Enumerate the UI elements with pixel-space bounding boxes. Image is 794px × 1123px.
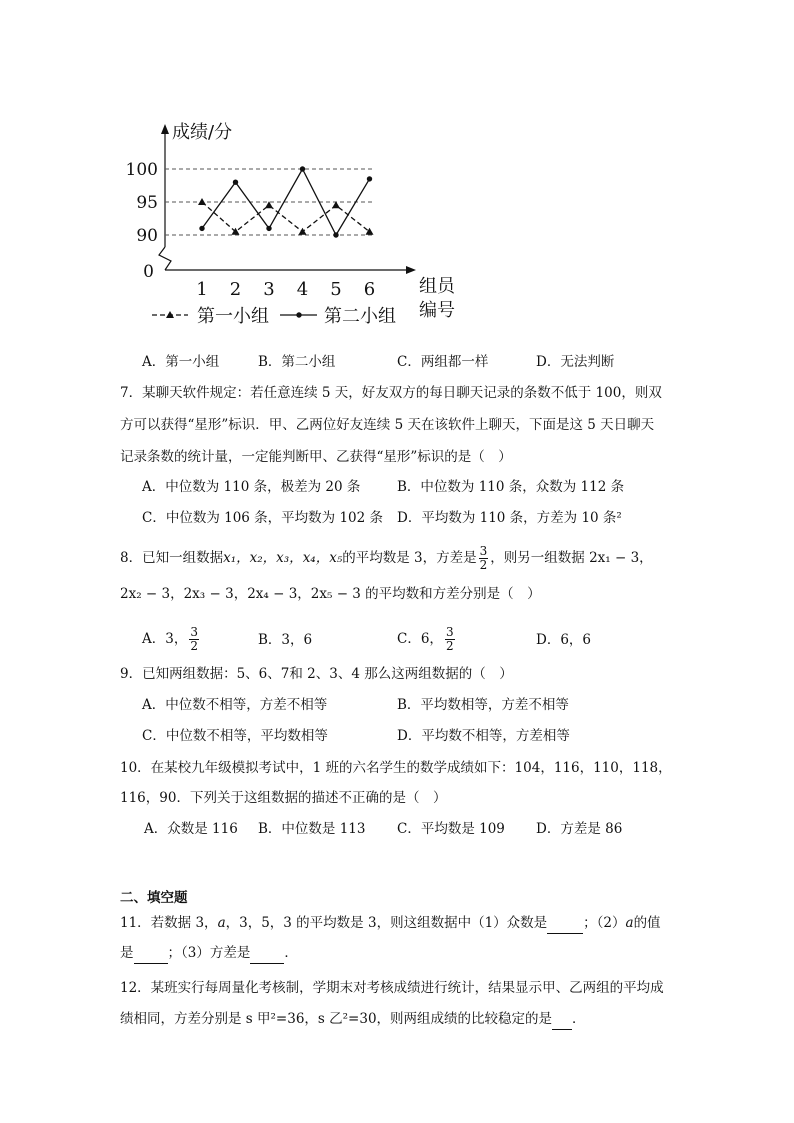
series-2-point [367, 176, 372, 181]
q11-blank-a-value[interactable] [134, 943, 168, 964]
q11-var-a: a [217, 915, 226, 931]
origin-label: 0 [143, 262, 154, 282]
q6-option-c: C．两组都一样 [397, 354, 489, 370]
q7-option-a: A．中位数为 110 条，极差为 20 条 [142, 479, 361, 495]
section-heading-fill-in: 二、填空题 [120, 890, 188, 906]
q8-var-x4: x₄， [302, 550, 330, 566]
y-tick-label: 100 [125, 160, 158, 180]
q9-option-d: D．平均数不相等，方差相等 [397, 728, 570, 744]
q8-option-a-fraction: $\frac{3}{2}$ [190, 625, 198, 653]
q11-var-a-ref: a [625, 915, 634, 931]
series-2-point [266, 226, 271, 231]
legend-marker-series-2 [296, 312, 301, 317]
y-tick-label: 90 [136, 226, 158, 246]
q11-stem-line-1: 11．若数据 3，a，3，5，3 的平均数是 3，则这组数据中（1）众数是 ；（2）a的值 [120, 913, 661, 934]
series-2-point [199, 226, 204, 231]
q12-stem-line-1: 12．某班实行每周量化考核制，学期末对考核成绩进行统计，结果显示甲、乙两组的平均成 [120, 980, 664, 996]
q11-stem-line-2: 是 ；（3）方差是 ． [120, 943, 298, 964]
x-axis-arrow [406, 266, 416, 274]
q10-stem-line-1: 10．在某校九年级模拟考试中，1 班的六名学生的数学成绩如下：104，116，110，118， [120, 760, 672, 776]
q9-option-c: C．中位数不相等，平均数相等 [142, 728, 328, 744]
x-tick-label: 1 [196, 279, 208, 300]
q10-option-d: D．方差是 86 [536, 821, 623, 837]
q12-blank-answer[interactable] [552, 1009, 572, 1030]
q7-stem-line-1: 7．某聊天软件规定：若任意连续 5 天，好友双方的每日聊天记录的条数不低于 100，则双 [120, 385, 662, 401]
q10-stem-line-2: 116，90．下列关于这组数据的描述不正确的是（ ） [120, 790, 447, 806]
q8-variance-fraction: $\frac{3}{2}$ [479, 544, 488, 572]
score-line-chart [110, 110, 480, 340]
y-axis-arrow [161, 124, 169, 134]
q9-option-b: B．平均数相等，方差不相等 [397, 697, 569, 713]
series-1-point [299, 228, 307, 235]
q11-blank-variance[interactable] [250, 943, 284, 964]
q7-stem-line-2: 方可以获得“星形”标识．甲、乙两位好友连续 5 天在该软件上聊天，下面是这 5 天日聊天 [120, 417, 655, 433]
q6-option-a: A．第一小组 [142, 354, 220, 370]
q8-var-x5: x₅ [329, 550, 343, 566]
legend-label-series-1: 第一小组 [197, 306, 269, 327]
q7-option-d: D．平均数为 110 条，方差为 10 条² [397, 510, 622, 526]
q6-option-b: B．第二小组 [258, 354, 336, 370]
q10-option-a: A．众数是 116 [144, 821, 238, 837]
series-2-point [233, 180, 238, 185]
q7-stem-line-3: 记录条数的统计量，一定能判断甲、乙获得“星形”标识的是（ ） [120, 449, 512, 465]
q12-stem-line-2: 绩相同，方差分别是 s 甲²=36，s 乙²=30，则两组成绩的比较稳定的是 ． [120, 1009, 586, 1030]
x-tick-label: 2 [229, 279, 242, 300]
series-2-point [300, 166, 305, 171]
q8-option-d: D．6，6 [536, 632, 592, 648]
q8-option-b: B．3，6 [258, 632, 313, 648]
q8-option-c-fraction: $\frac{3}{2}$ [445, 625, 454, 653]
q9-option-a: A．中位数不相等，方差不相等 [142, 697, 328, 713]
series-line-1 [202, 202, 370, 232]
q11-blank-mode[interactable] [547, 913, 583, 934]
y-axis-break [159, 247, 171, 270]
x-tick-label: 4 [296, 279, 309, 300]
x-axis-label-line-2: 编号 [419, 300, 455, 321]
x-tick-label: 6 [363, 279, 376, 300]
q7-option-b: B．中位数为 110 条，众数为 112 条 [397, 479, 625, 495]
q8-stem-line-2: 2x₂ − 3，2x₃ − 3，2x₄ − 3，2x₅ − 3 的平均数和方差分别是（ ） [120, 586, 541, 602]
q9-stem: 9．已知两组数据：5、6、7和 2、3、4 那么这两组数据的（ ） [120, 666, 513, 682]
q8-var-x3: x₃， [276, 550, 303, 566]
q8-option-a: A．3， $\frac{3}{2}$ [142, 625, 198, 653]
x-tick-label: 5 [330, 279, 342, 300]
q7-option-c: C．中位数为 106 条，平均数为 102 条 [142, 510, 384, 526]
y-tick-label: 95 [136, 193, 158, 213]
series-1-point [198, 198, 206, 205]
q10-option-c: C．平均数是 109 [397, 821, 505, 837]
q6-option-d: D．无法判断 [536, 354, 615, 370]
q10-option-b: B．中位数是 113 [258, 821, 366, 837]
x-axis-label-line-1: 组员 [419, 276, 455, 297]
q8-option-c: C．6， $\frac{3}{2}$ [397, 625, 454, 653]
q8-stem-line-1: 8．已知一组数据x₁，x₂，x₃，x₄，x₅的平均数是 3，方差是 $\frac{3}{2}$ ，则另一组数据 2x₁ − 3， [120, 544, 653, 572]
x-tick-label: 3 [263, 279, 275, 300]
q8-var-x2: x₂， [249, 550, 277, 566]
series-2-point [333, 232, 338, 237]
legend-label-series-2: 第二小组 [324, 306, 396, 327]
q8-var-x1: x₁， [223, 550, 250, 566]
y-axis-label: 成绩/分 [172, 122, 233, 143]
